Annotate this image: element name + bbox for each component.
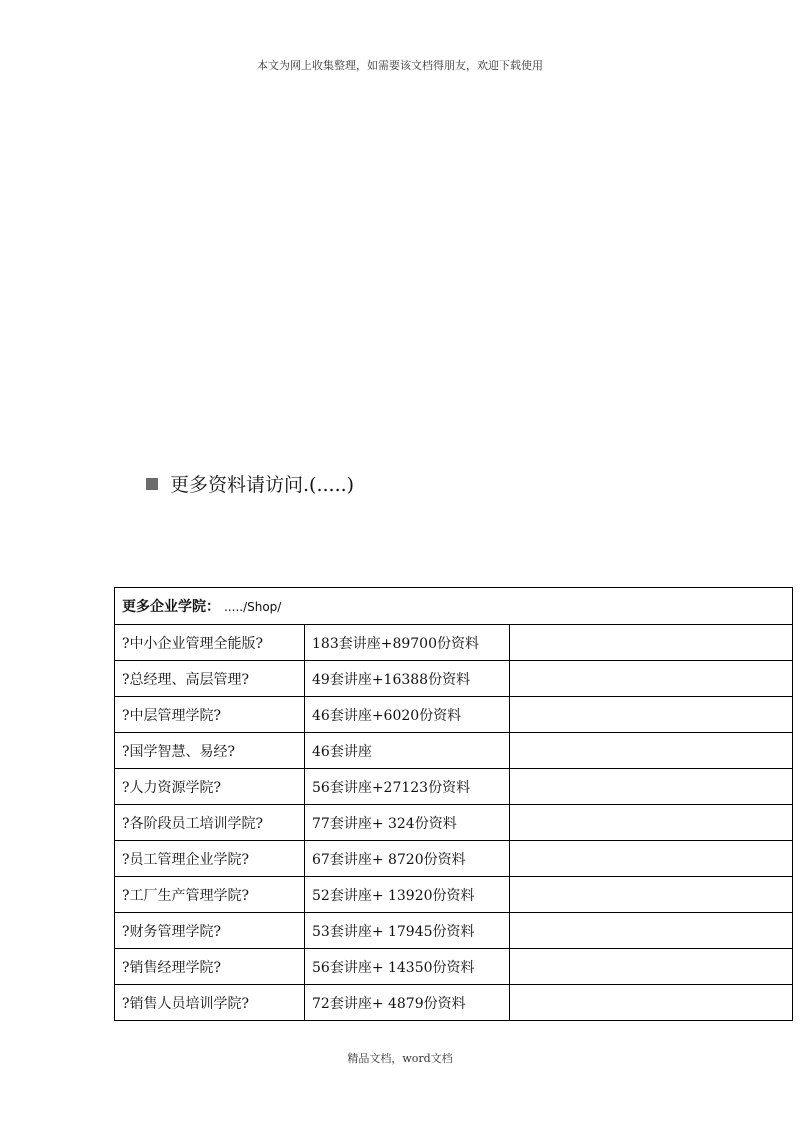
row-detail: 46套讲座 bbox=[305, 733, 510, 769]
square-bullet-icon bbox=[146, 478, 158, 490]
table-row bbox=[115, 733, 793, 769]
row-name[interactable]: ?人力资源学院? bbox=[115, 769, 305, 805]
academy-table bbox=[114, 587, 793, 1021]
row-extra bbox=[510, 769, 793, 805]
row-extra bbox=[510, 949, 793, 985]
row-name[interactable]: ?销售人员培训学院? bbox=[115, 985, 305, 1021]
more-resources-line bbox=[146, 470, 354, 497]
table-header-cell bbox=[115, 588, 793, 625]
row-extra bbox=[510, 877, 793, 913]
shop-link[interactable]: ...../Shop/ bbox=[224, 600, 282, 614]
row-detail: 53套讲座+ 17945份资料 bbox=[305, 913, 510, 949]
table-row bbox=[115, 949, 793, 985]
table-row bbox=[115, 877, 793, 913]
row-extra bbox=[510, 985, 793, 1021]
row-name[interactable]: ?国学智慧、易经? bbox=[115, 733, 305, 769]
row-name[interactable]: ?销售经理学院? bbox=[115, 949, 305, 985]
table-row bbox=[115, 913, 793, 949]
header-note: 本文为网上收集整理，如需要该文档得朋友，欢迎下载使用 bbox=[257, 59, 543, 72]
row-detail: 52套讲座+ 13920份资料 bbox=[305, 877, 510, 913]
more-resources-text: 更多资料请访问.(.....) bbox=[170, 474, 355, 496]
row-extra bbox=[510, 733, 793, 769]
row-detail: 72套讲座+ 4879份资料 bbox=[305, 985, 510, 1021]
table-row bbox=[115, 985, 793, 1021]
row-name[interactable]: ?财务管理学院? bbox=[115, 913, 305, 949]
row-detail: 56套讲座+27123份资料 bbox=[305, 769, 510, 805]
row-name[interactable]: ?员工管理企业学院? bbox=[115, 841, 305, 877]
table-row bbox=[115, 769, 793, 805]
row-detail: 183套讲座+89700份资料 bbox=[305, 625, 510, 661]
row-extra bbox=[510, 625, 793, 661]
row-extra bbox=[510, 661, 793, 697]
table-row bbox=[115, 841, 793, 877]
table-header-label: 更多企业学院： bbox=[122, 599, 220, 615]
row-detail: 49套讲座+16388份资料 bbox=[305, 661, 510, 697]
row-name[interactable]: ?中层管理学院? bbox=[115, 697, 305, 733]
row-detail: 77套讲座+ 324份资料 bbox=[305, 805, 510, 841]
row-name[interactable]: ?总经理、高层管理? bbox=[115, 661, 305, 697]
row-name[interactable]: ?中小企业管理全能版? bbox=[115, 625, 305, 661]
row-extra bbox=[510, 913, 793, 949]
row-extra bbox=[510, 841, 793, 877]
table-row bbox=[115, 697, 793, 733]
row-extra bbox=[510, 805, 793, 841]
table-row bbox=[115, 805, 793, 841]
table-row bbox=[115, 661, 793, 697]
row-detail: 67套讲座+ 8720份资料 bbox=[305, 841, 510, 877]
row-extra bbox=[510, 697, 793, 733]
row-detail: 56套讲座+ 14350份资料 bbox=[305, 949, 510, 985]
table-header-row bbox=[115, 588, 793, 625]
row-name[interactable]: ?各阶段员工培训学院? bbox=[115, 805, 305, 841]
row-detail: 46套讲座+6020份资料 bbox=[305, 697, 510, 733]
footer-note: 精品文档，word文档 bbox=[347, 1052, 453, 1065]
table-row bbox=[115, 625, 793, 661]
row-name[interactable]: ?工厂生产管理学院? bbox=[115, 877, 305, 913]
